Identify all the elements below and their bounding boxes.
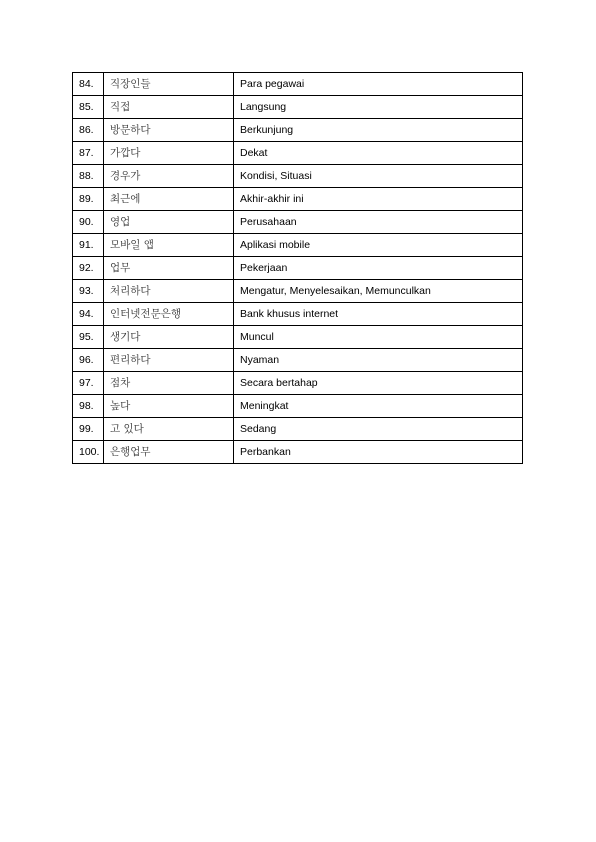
row-number: 89. <box>73 188 104 211</box>
korean-term: 높다 <box>104 395 234 418</box>
table-row <box>73 119 523 142</box>
indonesian-translation: Secara bertahap <box>234 372 523 395</box>
indonesian-translation: Aplikasi mobile <box>234 234 523 257</box>
table-row <box>73 257 523 280</box>
table-row <box>73 280 523 303</box>
table-row <box>73 349 523 372</box>
row-number: 91. <box>73 234 104 257</box>
row-number: 90. <box>73 211 104 234</box>
indonesian-translation: Perbankan <box>234 441 523 464</box>
korean-term: 생기다 <box>104 326 234 349</box>
row-number: 97. <box>73 372 104 395</box>
table-row <box>73 142 523 165</box>
table-row <box>73 211 523 234</box>
indonesian-translation: Berkunjung <box>234 119 523 142</box>
indonesian-translation: Mengatur, Menyelesaikan, Memunculkan <box>234 280 523 303</box>
row-number: 99. <box>73 418 104 441</box>
korean-term: 가깝다 <box>104 142 234 165</box>
korean-term: 영업 <box>104 211 234 234</box>
indonesian-translation: Meningkat <box>234 395 523 418</box>
indonesian-translation: Sedang <box>234 418 523 441</box>
korean-term: 은행업무 <box>104 441 234 464</box>
indonesian-translation: Bank khusus internet <box>234 303 523 326</box>
table-row <box>73 326 523 349</box>
table-row <box>73 234 523 257</box>
table-row <box>73 418 523 441</box>
table-row <box>73 395 523 418</box>
indonesian-translation: Muncul <box>234 326 523 349</box>
table-row <box>73 188 523 211</box>
korean-term: 모바일 앱 <box>104 234 234 257</box>
table-row <box>73 165 523 188</box>
row-number: 96. <box>73 349 104 372</box>
row-number: 94. <box>73 303 104 326</box>
row-number: 88. <box>73 165 104 188</box>
korean-term: 업무 <box>104 257 234 280</box>
vocabulary-table <box>72 72 523 464</box>
row-number: 92. <box>73 257 104 280</box>
row-number: 98. <box>73 395 104 418</box>
indonesian-translation: Perusahaan <box>234 211 523 234</box>
row-number: 100. <box>73 441 104 464</box>
indonesian-translation: Nyaman <box>234 349 523 372</box>
korean-term: 직장인들 <box>104 73 234 96</box>
row-number: 85. <box>73 96 104 119</box>
indonesian-translation: Kondisi, Situasi <box>234 165 523 188</box>
korean-term: 고 있다 <box>104 418 234 441</box>
indonesian-translation: Pekerjaan <box>234 257 523 280</box>
table-row <box>73 303 523 326</box>
indonesian-translation: Para pegawai <box>234 73 523 96</box>
table-row <box>73 73 523 96</box>
korean-term: 방문하다 <box>104 119 234 142</box>
korean-term: 인터넷전문은행 <box>104 303 234 326</box>
korean-term: 점차 <box>104 372 234 395</box>
korean-term: 처리하다 <box>104 280 234 303</box>
korean-term: 직접 <box>104 96 234 119</box>
row-number: 93. <box>73 280 104 303</box>
korean-term: 경우가 <box>104 165 234 188</box>
indonesian-translation: Dekat <box>234 142 523 165</box>
row-number: 87. <box>73 142 104 165</box>
vocabulary-table-body <box>73 73 523 464</box>
row-number: 84. <box>73 73 104 96</box>
table-row <box>73 96 523 119</box>
indonesian-translation: Akhir-akhir ini <box>234 188 523 211</box>
korean-term: 최근에 <box>104 188 234 211</box>
row-number: 86. <box>73 119 104 142</box>
table-row <box>73 441 523 464</box>
korean-term: 편리하다 <box>104 349 234 372</box>
table-row <box>73 372 523 395</box>
row-number: 95. <box>73 326 104 349</box>
indonesian-translation: Langsung <box>234 96 523 119</box>
